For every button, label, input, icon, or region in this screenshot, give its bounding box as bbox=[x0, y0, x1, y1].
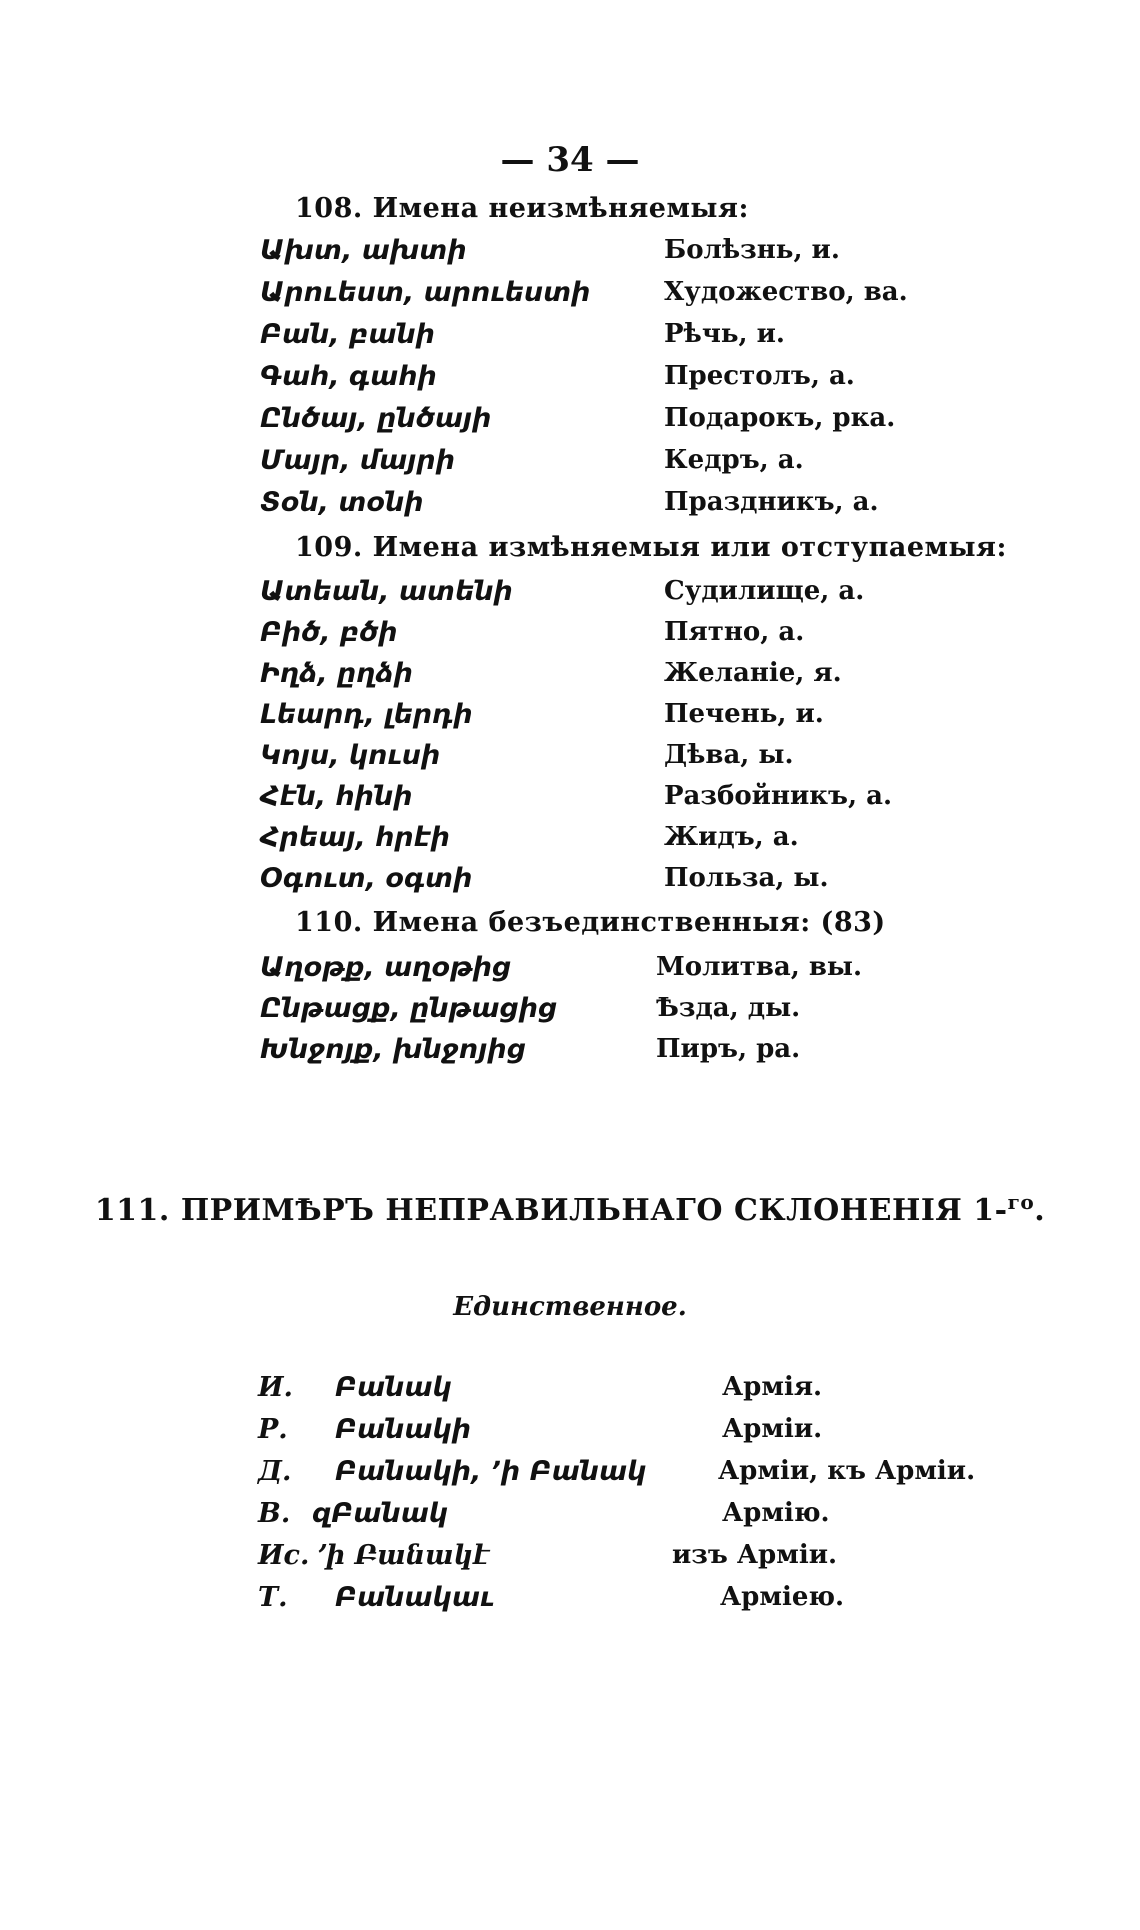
armenian-word: Աղօթք, աղօթից bbox=[260, 952, 512, 983]
armenian-word: Հէն, հինի bbox=[260, 781, 413, 812]
russian-translation: Молитва, вы. bbox=[656, 952, 863, 982]
armenian-form: զԲանակ bbox=[312, 1498, 449, 1529]
armenian-form: Բանակ bbox=[335, 1372, 452, 1403]
section-110-heading: 110. Имена безъединственныя: (83) bbox=[295, 907, 886, 938]
list-item bbox=[0, 781, 1140, 823]
case-label: И. bbox=[258, 1372, 293, 1403]
table-row bbox=[0, 1372, 1140, 1414]
armenian-word: Ընծայ, ընծայի bbox=[260, 403, 492, 434]
russian-form: Армія. bbox=[722, 1372, 823, 1402]
russian-translation: Ѣзда, ды. bbox=[656, 993, 801, 1023]
list-item bbox=[0, 277, 1140, 319]
case-label: Д. bbox=[258, 1456, 292, 1487]
armenian-word: Բիծ, բծի bbox=[260, 617, 398, 648]
russian-translation: Рѣчь, и. bbox=[664, 319, 785, 349]
list-item bbox=[0, 445, 1140, 487]
list-item bbox=[0, 822, 1140, 864]
russian-translation: Болѣзнь, и. bbox=[664, 235, 840, 265]
armenian-form: Բանակաւ bbox=[335, 1582, 495, 1613]
armenian-word: Արուեստ, արուեստի bbox=[260, 277, 591, 308]
russian-form: Арміею. bbox=[720, 1582, 845, 1612]
armenian-word: Ախտ, ախտի bbox=[260, 235, 467, 266]
russian-translation: Праздникъ, а. bbox=[664, 487, 879, 517]
list-item bbox=[0, 740, 1140, 782]
list-item bbox=[0, 658, 1140, 700]
russian-translation: Желаніе, я. bbox=[664, 658, 842, 688]
russian-form: Арміи, къ Арміи. bbox=[718, 1456, 976, 1486]
armenian-form: Բանակի, ՚ի Բանակ bbox=[335, 1456, 647, 1487]
section-111-title-superscript: го bbox=[1007, 1190, 1035, 1214]
russian-translation: Пятно, а. bbox=[664, 617, 805, 647]
section-111-title-text: 111. ПРИМѢРЪ НЕПРАВИЛЬНАГО СКЛОНЕНІЯ 1- bbox=[94, 1193, 1008, 1228]
list-item bbox=[0, 403, 1140, 445]
section-109-heading: 109. Имена измѣняемыя или отступаемыя: bbox=[295, 532, 1007, 563]
russian-translation: Подарокъ, рка. bbox=[664, 403, 896, 433]
armenian-word: Բան, բանի bbox=[260, 319, 435, 350]
section-111-title-end: . bbox=[1034, 1193, 1046, 1228]
russian-translation: Печень, и. bbox=[664, 699, 824, 729]
list-item bbox=[0, 952, 1140, 994]
russian-translation: Дѣва, ы. bbox=[664, 740, 794, 770]
page-number: — 34 — bbox=[500, 140, 640, 180]
armenian-word: Իղձ, ըղձի bbox=[260, 658, 413, 689]
armenian-word: Տօն, տօնի bbox=[260, 487, 424, 518]
russian-translation: Престолъ, а. bbox=[664, 361, 855, 391]
russian-translation: Художество, ва. bbox=[664, 277, 908, 307]
armenian-word: Ատեան, ատենի bbox=[260, 576, 513, 607]
russian-form: Арміи. bbox=[722, 1414, 823, 1444]
russian-translation: Кедръ, а. bbox=[664, 445, 804, 475]
case-label: Р. bbox=[258, 1414, 288, 1445]
russian-form: Армію. bbox=[722, 1498, 830, 1528]
declension-subtitle: Единственное. bbox=[453, 1292, 687, 1322]
table-row bbox=[0, 1540, 1140, 1582]
armenian-word: Կոյս, կուսի bbox=[260, 740, 441, 771]
armenian-form: Բանակի bbox=[335, 1414, 472, 1445]
armenian-word: Լեարդ, լերդի bbox=[260, 699, 473, 730]
russian-translation: Разбойникъ, а. bbox=[664, 781, 892, 811]
armenian-word: Գահ, գահի bbox=[260, 361, 437, 392]
russian-form: изъ Арміи. bbox=[672, 1540, 838, 1570]
list-item bbox=[0, 319, 1140, 361]
list-item bbox=[0, 863, 1140, 905]
section-111-title bbox=[0, 1190, 1140, 1228]
armenian-word: Ընթացք, ընթացից bbox=[260, 993, 558, 1024]
armenian-word: Խնջոյք, խնջոյից bbox=[260, 1034, 526, 1065]
case-label: Т. bbox=[258, 1582, 288, 1613]
russian-translation: Жидъ, а. bbox=[664, 822, 799, 852]
russian-translation: Судилище, а. bbox=[664, 576, 865, 606]
section-108-heading: 108. Имена неизмѣняемыя: bbox=[295, 193, 749, 224]
list-item bbox=[0, 993, 1140, 1035]
list-item bbox=[0, 235, 1140, 277]
list-item bbox=[0, 1034, 1140, 1076]
table-row bbox=[0, 1414, 1140, 1456]
russian-translation: Польза, ы. bbox=[664, 863, 829, 893]
armenian-word: Մայր, մայրի bbox=[260, 445, 455, 476]
armenian-word: Հրեայ, հրէի bbox=[260, 822, 450, 853]
list-item bbox=[0, 699, 1140, 741]
list-item bbox=[0, 361, 1140, 403]
table-row bbox=[0, 1456, 1140, 1498]
list-item bbox=[0, 576, 1140, 618]
table-row bbox=[0, 1582, 1140, 1624]
table-row bbox=[0, 1498, 1140, 1540]
list-item bbox=[0, 617, 1140, 659]
case-label: Ис. ՚ի Բանակէ bbox=[258, 1540, 490, 1571]
armenian-word: Օգուտ, օգտի bbox=[260, 863, 473, 894]
list-item bbox=[0, 487, 1140, 529]
case-label: В. bbox=[258, 1498, 291, 1529]
russian-translation: Пиръ, ра. bbox=[656, 1034, 801, 1064]
